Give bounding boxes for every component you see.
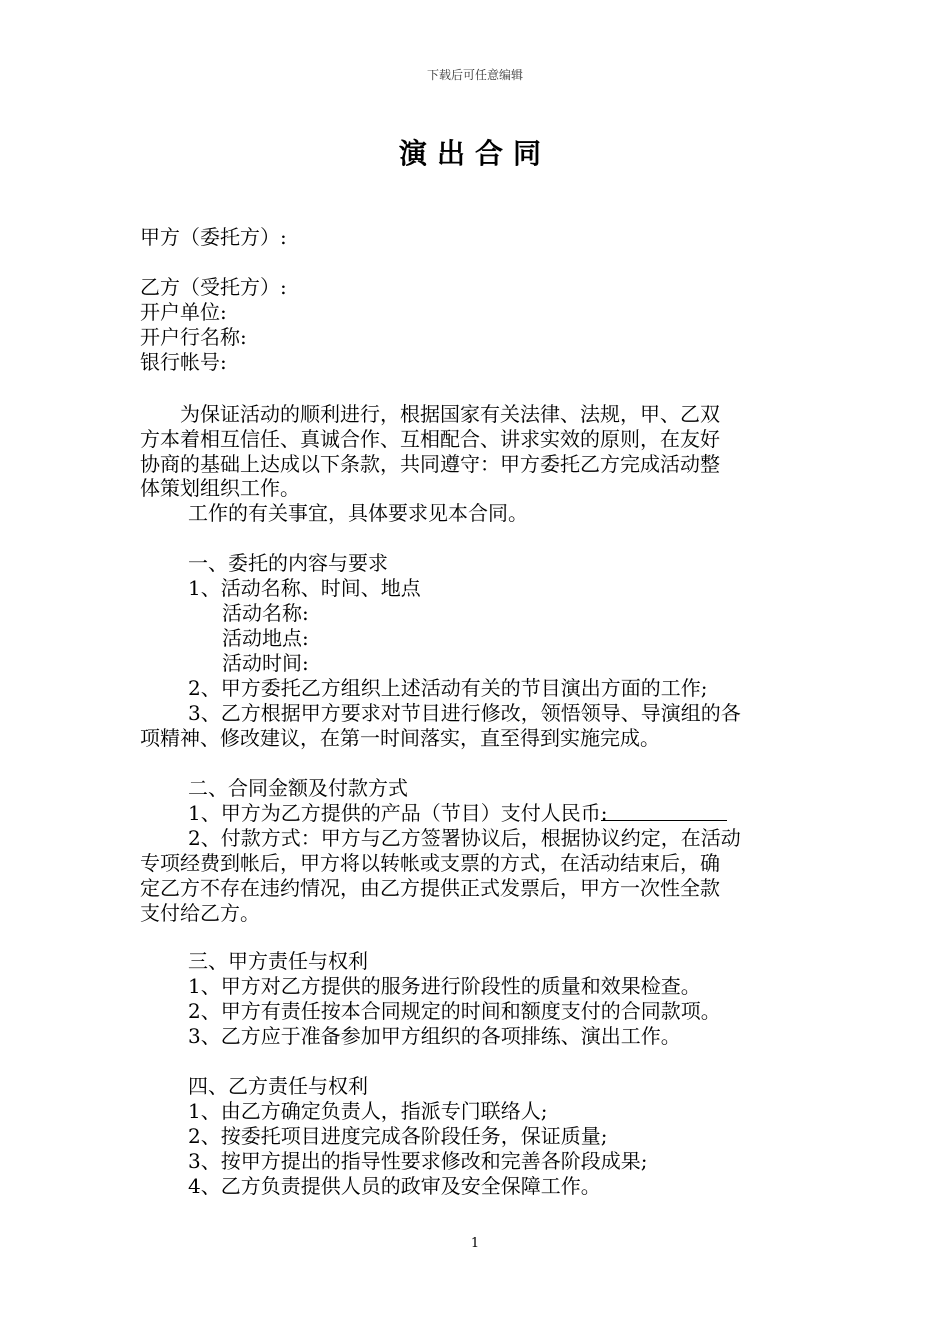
section-4-heading: 四、乙方责任与权利 xyxy=(188,1074,368,1098)
preamble-line: 方本着相互信任、真诚合作、互相配合、讲求实效的原则，在友好 xyxy=(140,427,720,451)
activity-place-label: 活动地点: xyxy=(222,626,309,650)
section-2-heading: 二、合同金额及付款方式 xyxy=(188,776,408,800)
preamble-line: 工作的有关事宜，具体要求见本合同。 xyxy=(188,501,528,525)
payment-amount-text: 1、甲方为乙方提供的产品（节目）支付人民币 xyxy=(188,801,601,825)
section-2-item: 2、付款方式：甲方与乙方签署协议后，根据协议约定，在活动 xyxy=(188,826,741,850)
preamble-line: 为保证活动的顺利进行，根据国家有关法律、法规，甲、乙双 xyxy=(180,402,720,426)
section-1-heading: 一、委托的内容与要求 xyxy=(188,551,388,575)
section-1-item: 2、甲方委托乙方组织上述活动有关的节目演出方面的工作; xyxy=(188,676,708,700)
section-1-item: 1、活动名称、时间、地点 xyxy=(188,576,421,600)
section-4-item: 2、按委托项目进度完成各阶段任务，保证质量; xyxy=(188,1124,608,1148)
preamble-line: 体策划组织工作。 xyxy=(140,476,300,500)
section-1-item: 3、乙方根据甲方要求对节目进行修改，领悟领导、导演组的各 xyxy=(188,701,741,725)
page-number: 1 xyxy=(470,1236,480,1251)
section-3-item: 3、乙方应于准备参加甲方组织的各项排练、演出工作。 xyxy=(188,1024,681,1048)
section-3-heading: 三、甲方责任与权利 xyxy=(188,949,368,973)
account-unit-label: 开户单位: xyxy=(140,300,227,324)
party-a-label: 甲方（委托方）: xyxy=(140,225,287,249)
account-number-label: 银行帐号: xyxy=(140,350,227,374)
section-4-item: 4、乙方负责提供人员的政审及安全保障工作。 xyxy=(188,1174,601,1198)
section-3-item: 1、甲方对乙方提供的服务进行阶段性的质量和效果检查。 xyxy=(188,974,701,998)
activity-time-label: 活动时间: xyxy=(222,651,309,675)
document-title: 演出合同 xyxy=(398,137,551,170)
header-note: 下载后可任意编辑 xyxy=(426,68,523,82)
preamble-line: 协商的基础上达成以下条款，共同遵守：甲方委托乙方完成活动整 xyxy=(140,452,720,476)
party-b-label: 乙方（受托方）: xyxy=(140,275,287,299)
section-4-item: 1、由乙方确定负责人，指派专门联络人; xyxy=(188,1099,548,1123)
activity-name-label: 活动名称: xyxy=(222,601,309,625)
section-3-item: 2、甲方有责任按本合同规定的时间和额度支付的合同款项。 xyxy=(188,999,721,1023)
bank-name-label: 开户行名称: xyxy=(140,325,247,349)
amount-blank xyxy=(600,800,727,825)
section-2-item: 支付给乙方。 xyxy=(140,901,260,925)
amount-colon: : xyxy=(600,801,608,825)
section-4-item: 3、按甲方提出的指导性要求修改和完善各阶段成果; xyxy=(188,1149,648,1173)
section-1-item: 项精神、修改建议，在第一时间落实，直至得到实施完成。 xyxy=(140,726,660,750)
section-2-item: 专项经费到帐后，甲方将以转帐或支票的方式，在活动结束后，确 xyxy=(140,851,720,875)
section-2-item xyxy=(188,800,727,826)
section-2-item: 定乙方不存在违约情况，由乙方提供正式发票后，甲方一次性全款 xyxy=(140,876,720,900)
